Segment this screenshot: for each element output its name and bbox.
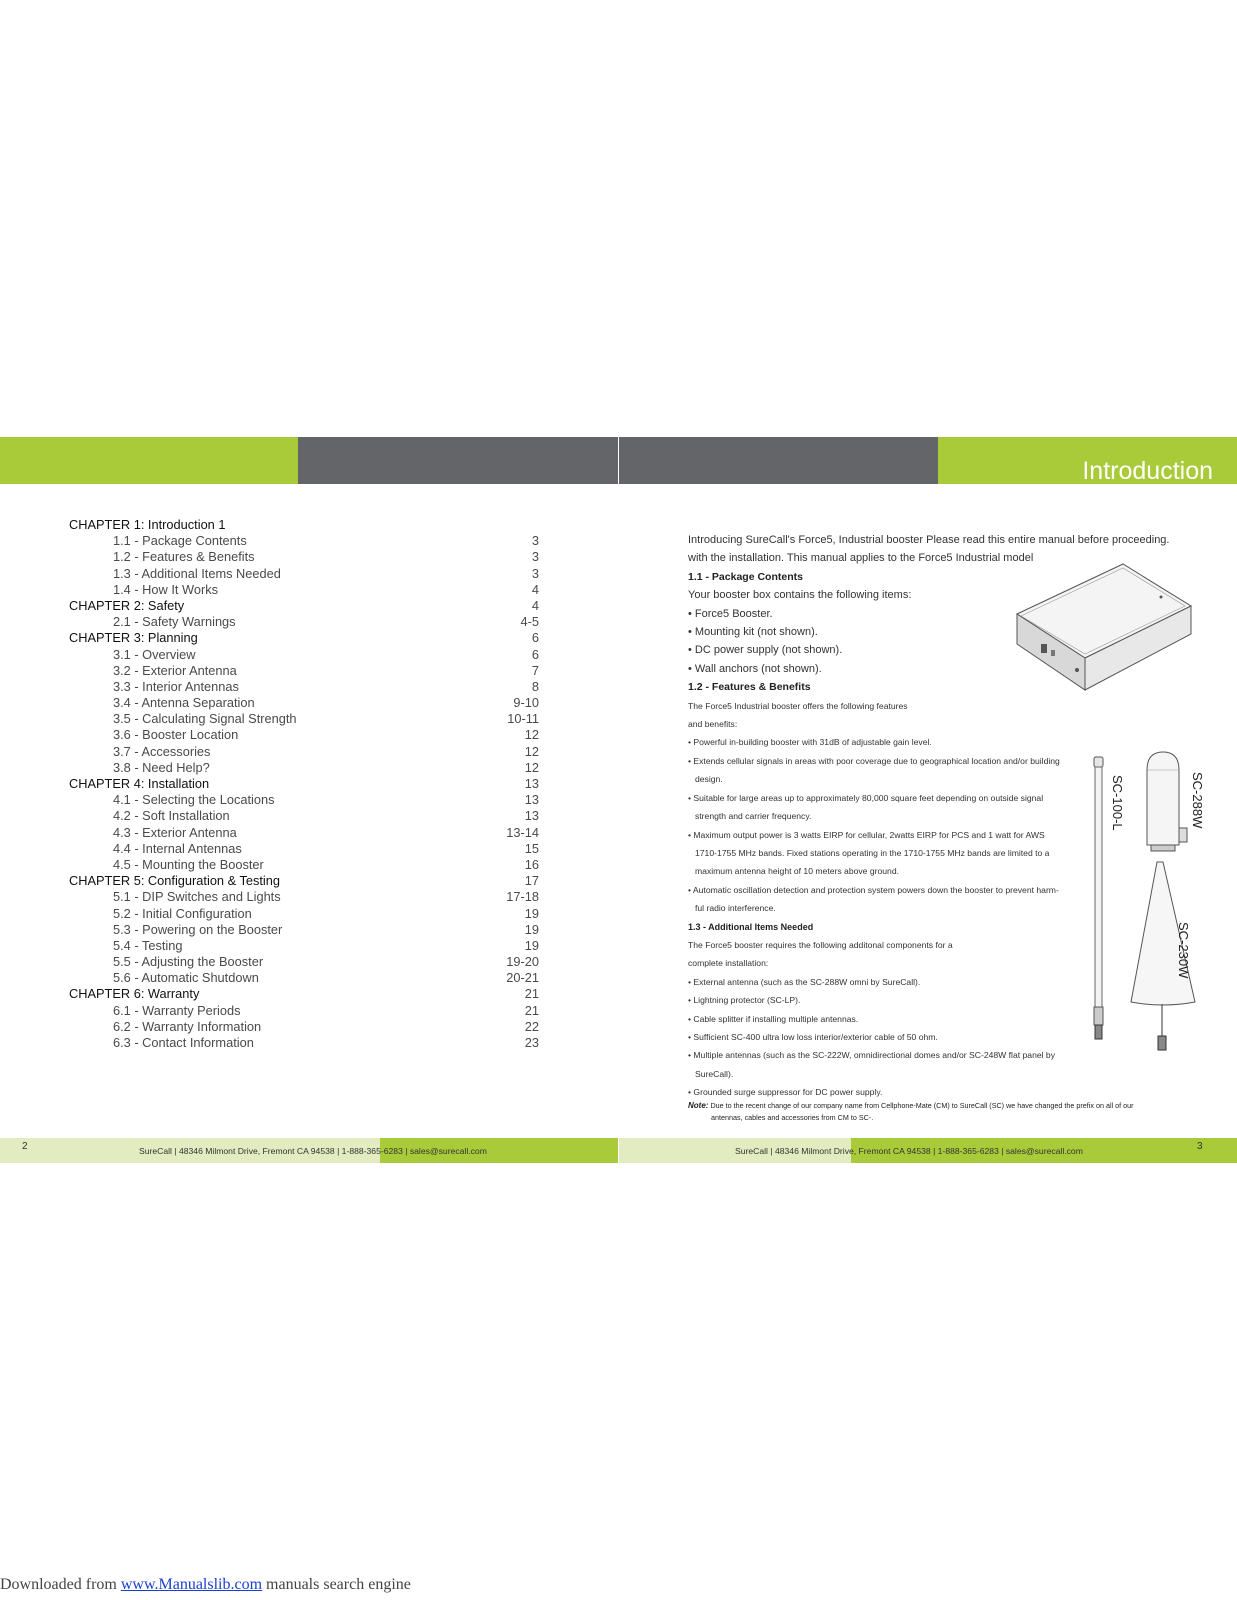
- toc-entry-label: 4.1 - Selecting the Locations: [113, 792, 275, 808]
- toc-entry-page: 17-18: [506, 889, 539, 905]
- feature-bullet-cont: strength and carrier frequency.: [695, 811, 812, 822]
- toc-entry-page: 19: [524, 937, 539, 953]
- toc-entry-label: 3.5 - Calculating Signal Strength: [113, 711, 297, 727]
- toc-entry-page: 12: [524, 759, 539, 775]
- toc-section-row: [69, 647, 539, 663]
- feature-bullet-cont: maximum antenna height of 10 meters above ground.: [695, 866, 899, 877]
- toc-entry-page: 3: [531, 533, 539, 549]
- toc-entry-page: 9-10: [513, 695, 539, 711]
- toc-section-row: [69, 1003, 539, 1019]
- download-notice: [0, 1576, 411, 1594]
- toc-entry-label: 5.3 - Powering on the Booster: [113, 921, 283, 937]
- toc-entry-label: 5.5 - Adjusting the Booster: [113, 954, 264, 970]
- header-band-left-green: [0, 437, 298, 484]
- toc-entry-page: 20-21: [506, 970, 539, 986]
- header-band-right-gray: [619, 437, 938, 484]
- toc-entry-label: CHAPTER 5: Configuration & Testing: [69, 873, 281, 889]
- toc-section-row: [69, 938, 539, 954]
- toc-entry-page: 8: [531, 678, 539, 694]
- toc-entry-label: 3.3 - Interior Antennas: [113, 678, 239, 694]
- toc-entry-page: 4-5: [520, 614, 539, 630]
- toc-entry-page: 21: [524, 986, 539, 1002]
- item-bullet: • Multiple antennas (such as the SC-222W, omnidirectional domes and/or SC-248W flat panel by: [688, 1050, 1055, 1061]
- toc-section-row: [69, 760, 539, 776]
- toc-entry-label: 1.1 - Package Contents: [113, 533, 247, 549]
- item-bullet: • Sufficient SC-400 ultra low loss interior/exterior cable of 50 ohm.: [688, 1031, 938, 1042]
- toc-section-row: [69, 663, 539, 679]
- toc-section-row: [69, 922, 539, 938]
- toc-entry-label: 3.6 - Booster Location: [113, 727, 239, 743]
- toc-entry-label: 4.2 - Soft Installation: [113, 808, 230, 824]
- toc-entry-page: 4: [531, 597, 539, 613]
- section-1-2-heading: 1.2 - Features & Benefits: [688, 681, 811, 694]
- toc-section-row: [69, 566, 539, 582]
- toc-section-row: [69, 792, 539, 808]
- note: [688, 1100, 1134, 1112]
- toc-entry-page: 23: [524, 1035, 539, 1050]
- toc-entry-label: 5.4 - Testing: [113, 937, 183, 953]
- toc-section-row: [69, 727, 539, 743]
- toc-entry-page: 21: [524, 1002, 539, 1018]
- toc-entry-label: 4.5 - Mounting the Booster: [113, 856, 264, 872]
- toc-entry-label: 4.4 - Internal Antennas: [113, 840, 242, 856]
- booster-illustration: [1015, 562, 1195, 692]
- item-bullet: • External antenna (such as the SC-288W omni by SureCall).: [688, 976, 921, 987]
- toc-section-row: [69, 1035, 539, 1051]
- item-bullet: • Cable splitter if installing multiple antennas.: [688, 1013, 859, 1024]
- toc-entry-page: 19: [524, 921, 539, 937]
- toc-section-row: [69, 533, 539, 549]
- sc-100-l-antenna-illustration: [1089, 755, 1109, 1045]
- toc-entry-page: 13: [524, 792, 539, 808]
- toc-section-row: [69, 1019, 539, 1035]
- download-prefix: Downloaded from: [0, 1576, 121, 1593]
- toc-section-row: [69, 744, 539, 760]
- toc-entry-label: CHAPTER 6: Warranty: [69, 986, 200, 1002]
- toc-entry-label: 3.8 - Need Help?: [113, 759, 210, 775]
- sc-288w-antenna-illustration: [1143, 750, 1193, 855]
- sc-100-l-label: SC-100-L: [1110, 775, 1125, 831]
- table-of-contents: [69, 517, 539, 1051]
- feature-bullet-cont: 1710-1755 MHz bands. Fixed stations operating in the 1710-1755 MHz bands are limited to a: [695, 847, 1050, 858]
- toc-section-row: [69, 970, 539, 986]
- toc-section-row: [69, 841, 539, 857]
- toc-entry-label: CHAPTER 2: Safety: [69, 597, 185, 613]
- toc-entry-label: 3.7 - Accessories: [113, 743, 211, 759]
- section-1-3-heading: 1.3 - Additional Items Needed: [688, 921, 814, 932]
- toc-entry-label: 1.4 - How It Works: [113, 581, 219, 597]
- page-number-left: 2: [22, 1141, 28, 1152]
- toc-chapter-row: [69, 517, 539, 533]
- toc-section-row: [69, 614, 539, 630]
- intro-line-2: with the installation. This manual applies to the Force5 Industrial model: [688, 552, 1034, 565]
- note-text: Due to the recent change of our company name from Cellphone-Mate (CM) to SureCall (SC) we have changed the prefix on all of our: [708, 1101, 1134, 1110]
- toc-section-row: [69, 549, 539, 565]
- toc-entry-label: 1.2 - Features & Benefits: [113, 549, 255, 565]
- toc-entry-label: CHAPTER 3: Planning: [69, 630, 198, 646]
- feature-bullet: • Maximum output power is 3 watts EIRP for cellular, 2watts EIRP for PCS and 1 watt for AWS: [688, 829, 1045, 840]
- toc-section-row: [69, 679, 539, 695]
- toc-entry-label: 5.6 - Automatic Shutdown: [113, 970, 259, 986]
- feature-bullet: • Automatic oscillation detection and protection system powers down the booster to prevent harm-: [688, 884, 1059, 895]
- toc-entry-page: 13: [524, 776, 539, 791]
- toc-section-row: [69, 954, 539, 970]
- toc-entry-page: 6: [531, 646, 539, 662]
- toc-chapter-row: [69, 630, 539, 646]
- section-1-1-lead: Your booster box contains the following items:: [688, 589, 912, 602]
- download-suffix: manuals search engine: [262, 1576, 411, 1593]
- note-label: Note:: [688, 1101, 709, 1110]
- toc-entry-label: 6.1 - Warranty Periods: [113, 1002, 241, 1018]
- toc-entry-page: 13: [524, 808, 539, 824]
- section-1-2-lead: The Force5 Industrial booster offers the following features: [688, 700, 908, 711]
- sc-288w-label: SC-288W: [1190, 772, 1205, 829]
- feature-bullet: • Extends cellular signals in areas with poor coverage due to geographical location and/or building: [688, 755, 1060, 766]
- toc-chapter-row: [69, 986, 539, 1002]
- toc-entry-page: 22: [524, 1018, 539, 1034]
- item-bullet: • Grounded surge suppressor for DC power supply.: [688, 1087, 883, 1098]
- toc-chapter-row: [69, 873, 539, 889]
- footer-bar-segment: [0, 1138, 108, 1163]
- footer-contact-left: SureCall | 48346 Milmont Drive, Fremont CA 94538 | 1-888-365-6283 | sales@surecall.com: [139, 1146, 487, 1156]
- feature-bullet: • Suitable for large areas up to approximately 80,000 square feet depending on outside signal: [688, 792, 1044, 803]
- toc-section-row: [69, 808, 539, 824]
- toc-entry-label: 5.1 - DIP Switches and Lights: [113, 889, 281, 905]
- footer-contact-right: SureCall | 48346 Milmont Drive, Fremont CA 94538 | 1-888-365-6283 | sales@surecall.com: [735, 1146, 1083, 1156]
- toc-section-row: [69, 825, 539, 841]
- toc-entry-page: 17: [524, 873, 539, 889]
- feature-bullet-cont: design.: [695, 774, 723, 785]
- feature-bullet-cont: ful radio interference.: [695, 903, 776, 914]
- section-1-1-heading: 1.1 - Package Contents: [688, 570, 803, 583]
- toc-entry-label: CHAPTER 4: Installation: [69, 776, 210, 791]
- toc-entry-page: 12: [524, 743, 539, 759]
- intro-line-1: Introducing SureCall's Force5, Industrial booster Please read this entire manual before proceeding.: [688, 534, 1170, 546]
- section-title: Introduction: [1082, 457, 1213, 485]
- item-bullet: • Lightning protector (SC-LP).: [688, 995, 801, 1006]
- toc-entry-page: 13-14: [506, 824, 539, 840]
- toc-entry-label: 3.4 - Antenna Separation: [113, 695, 255, 711]
- toc-entry-label: 3.2 - Exterior Antenna: [113, 662, 237, 678]
- toc-entry-page: 3: [531, 565, 539, 581]
- note-continued: antennas, cables and accessories from CM to SC-.: [711, 1113, 874, 1122]
- toc-entry-label: 3.1 - Overview: [113, 646, 196, 662]
- toc-entry-page: 3: [531, 549, 539, 565]
- toc-entry-page: 16: [524, 856, 539, 872]
- toc-section-row: [69, 711, 539, 727]
- toc-entry-label: 6.3 - Contact Information: [113, 1035, 254, 1050]
- toc-entry-page: 15: [524, 840, 539, 856]
- toc-entry-label: 2.1 - Safety Warnings: [113, 614, 236, 630]
- toc-entry-page: 4: [531, 581, 539, 597]
- item-bullet-cont: SureCall).: [695, 1068, 734, 1079]
- toc-entry-label: 6.2 - Warranty Information: [113, 1018, 262, 1034]
- section-1-2-lead: and benefits:: [688, 719, 738, 730]
- package-item: • DC power supply (not shown).: [688, 644, 843, 657]
- toc-section-row: [69, 582, 539, 598]
- toc-entry-page: 6: [531, 630, 539, 646]
- toc-entry-page: 19: [524, 905, 539, 921]
- toc-entry-label: 1.3 - Additional Items Needed: [113, 565, 281, 581]
- toc-entry-page: 10-11: [507, 711, 539, 727]
- feature-bullet: • Powerful in-building booster with 31dB of adjustable gain level.: [688, 737, 932, 748]
- toc-entry-label: 5.2 - Initial Configuration: [113, 905, 252, 921]
- toc-entry-label: 4.3 - Exterior Antenna: [113, 824, 237, 840]
- page-number-right: 3: [1197, 1141, 1203, 1152]
- toc-section-row: [69, 906, 539, 922]
- toc-entry-page: 7: [531, 662, 539, 678]
- section-1-3-lead: The Force5 booster requires the following additonal components for a: [688, 939, 953, 950]
- toc-entry-page: 19-20: [506, 954, 539, 970]
- sc-230w-label: SC-230W: [1176, 922, 1191, 979]
- toc-entry-page: 12: [524, 727, 539, 743]
- header-band-left-gray: [298, 437, 618, 484]
- toc-entry-label: CHAPTER 1: Introduction 1: [69, 517, 226, 532]
- toc-section-row: [69, 857, 539, 873]
- manualslib-link[interactable]: www.Manualslib.com: [120, 1576, 263, 1593]
- package-item: • Wall anchors (not shown).: [688, 662, 822, 675]
- package-item: • Force5 Booster.: [688, 607, 773, 620]
- package-item: • Mounting kit (not shown).: [688, 626, 818, 639]
- toc-chapter-row: [69, 598, 539, 614]
- toc-section-row: [69, 889, 539, 905]
- section-1-3-lead: complete installation:: [688, 958, 769, 969]
- toc-chapter-row: [69, 776, 539, 792]
- toc-section-row: [69, 695, 539, 711]
